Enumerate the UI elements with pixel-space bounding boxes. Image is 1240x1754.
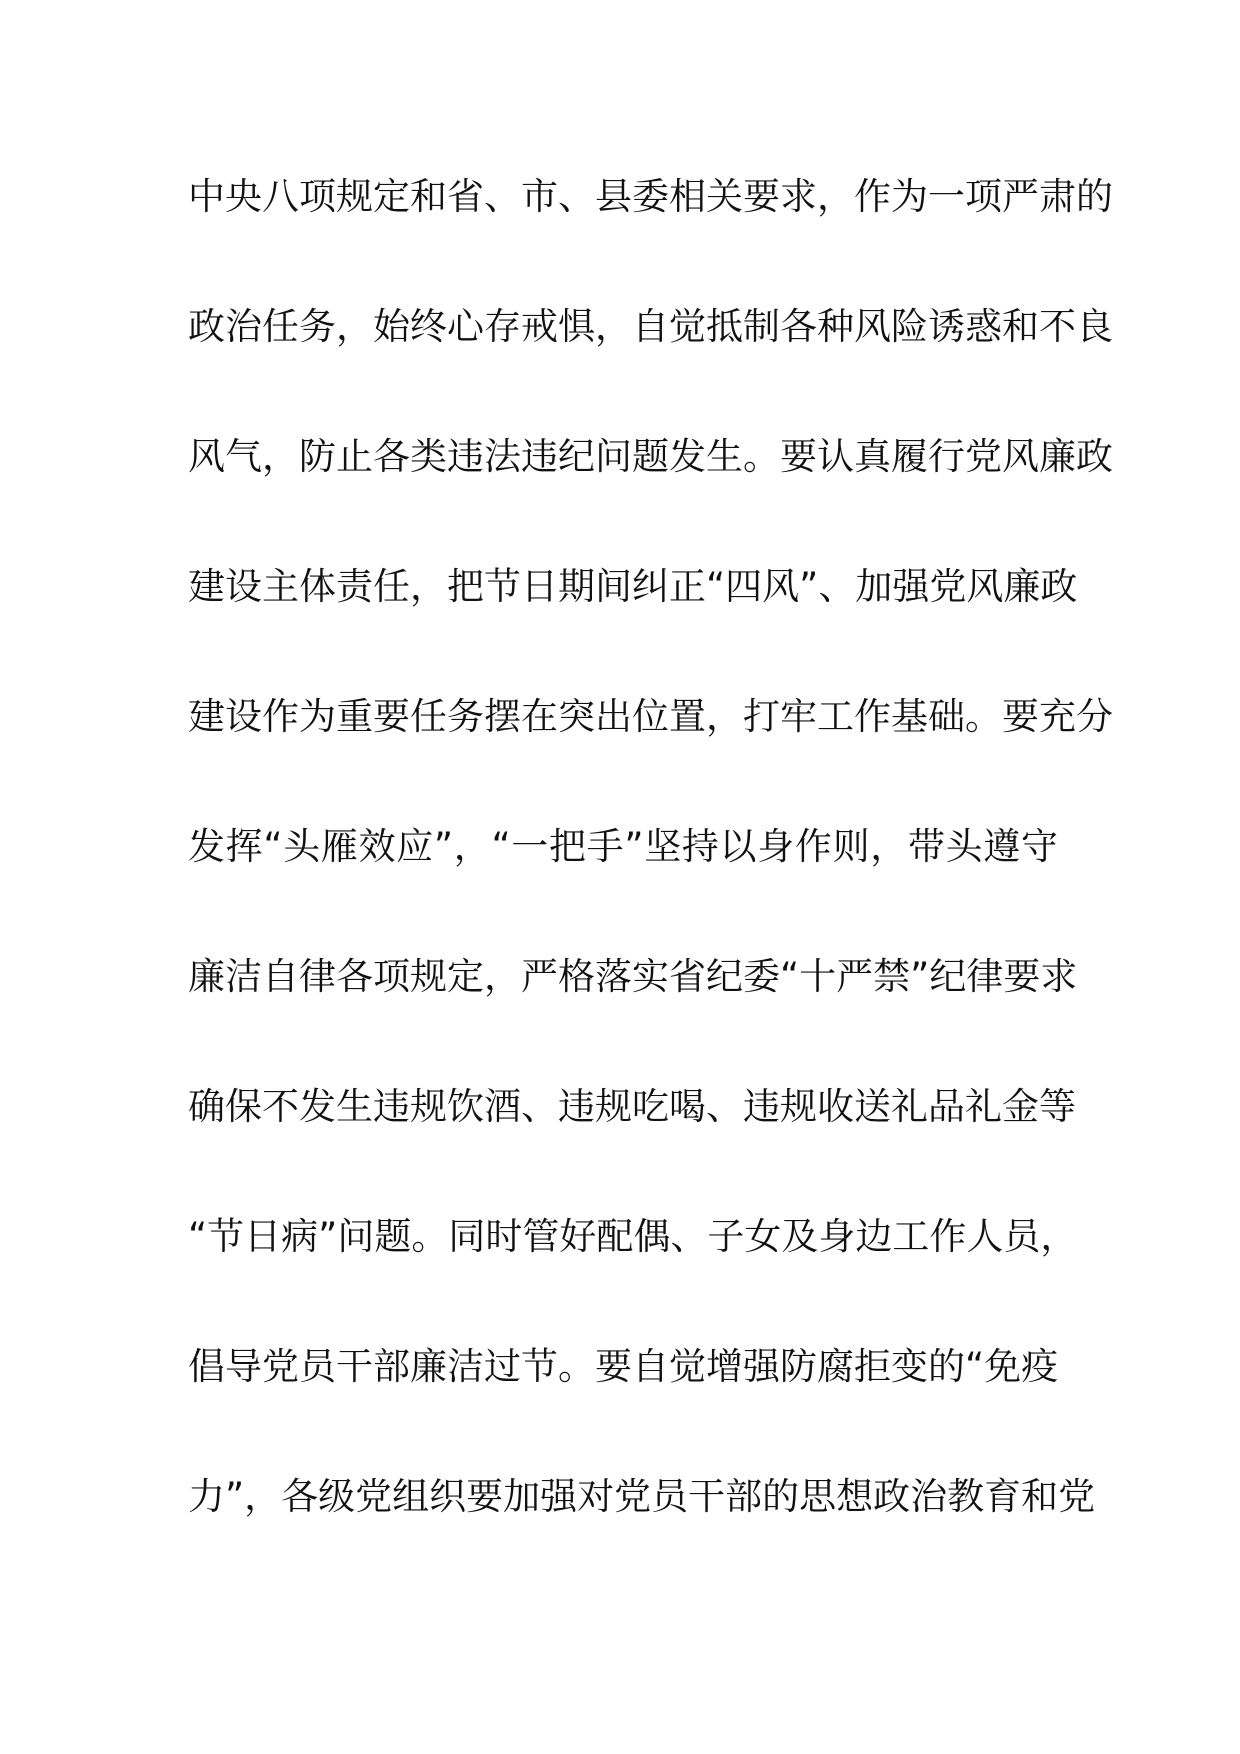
text-line: 廉洁自律各项规定，严格落实省纪委“十严禁”纪律要求 (188, 955, 1078, 998)
text-line: 发挥“头雁效应”，“一把手”坚持以身作则，带头遵守 (188, 825, 1058, 868)
body-text (188, 162, 1113, 1592)
text-line: 力”，各级党组织要加强对党员干部的思想政治教育和党 (188, 1475, 1096, 1518)
text-line: “节日病”问题。同时管好配偶、子女及身边工作人员， (188, 1215, 1078, 1258)
text-line: 风气，防止各类违法违纪问题发生。要认真履行党风廉政 (188, 435, 1113, 478)
text-line: 确保不发生违规饮酒、违规吃喝、违规收送礼品礼金等 (188, 1085, 1076, 1128)
text-line: 政治任务，始终心存戒惧，自觉抵制各种风险诱惑和不良 (188, 305, 1113, 348)
text-line: 中央八项规定和省、市、县委相关要求，作为一项严肃的 (188, 175, 1113, 218)
text-line: 倡导党员干部廉洁过节。要自觉增强防腐拒变的“免疫 (188, 1345, 1059, 1388)
text-line: 建设主体责任，把节日期间纠正“四风”、加强党风廉政 (188, 565, 1078, 608)
text-line: 建设作为重要任务摆在突出位置，打牢工作基础。要充分 (188, 695, 1113, 738)
